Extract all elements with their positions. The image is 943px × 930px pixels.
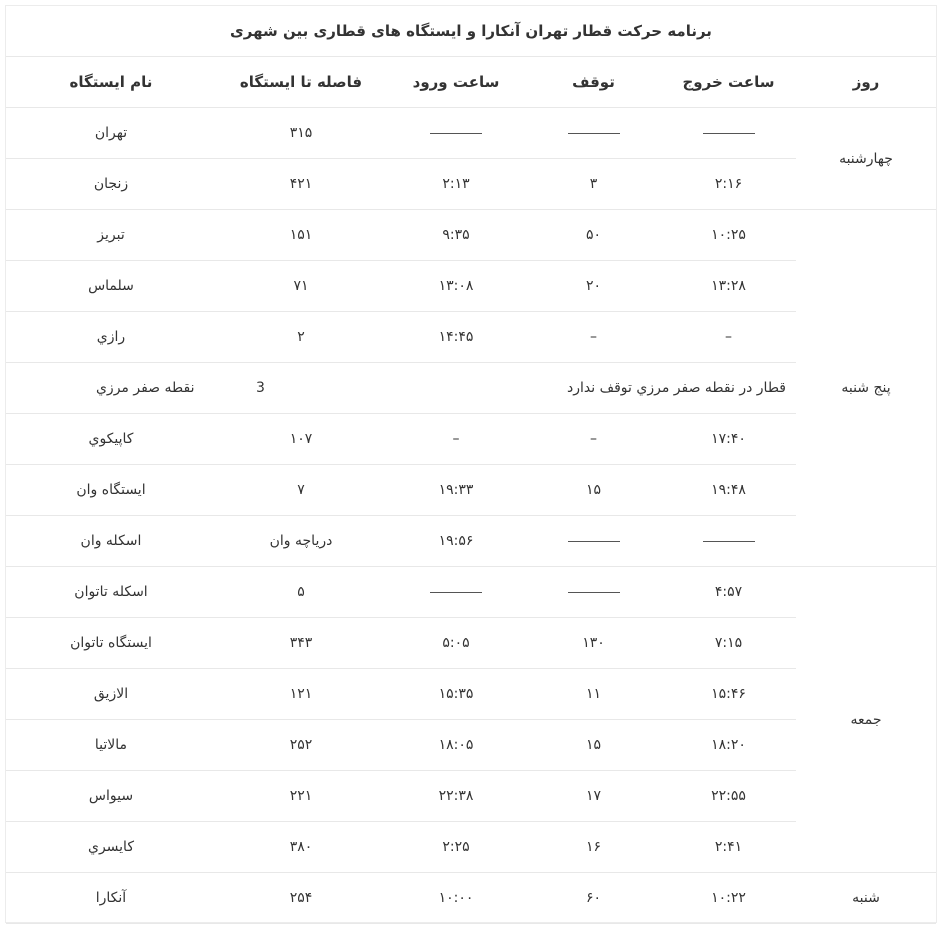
no-stop-note: قطار در نقطه صفر مرزي توقف ندارد [526, 363, 796, 414]
stop-cell: ۱۷ [526, 771, 661, 822]
station-cell: نقطه صفر مرزي [6, 363, 216, 414]
departure-cell: ۴:۵۷ [661, 567, 796, 618]
distance-cell: ۳۱۵ [216, 108, 386, 159]
station-cell: مالاتیا [6, 720, 216, 771]
table-row [6, 108, 936, 159]
departure-cell: ۷:۱۵ [661, 618, 796, 669]
header-station: نام ایستگاه [6, 57, 216, 108]
stop-cell: – [526, 312, 661, 363]
table-title: برنامه حرکت قطار تهران آنکارا و ایستگاه های قطاری بین شهری [6, 6, 936, 57]
station-cell: ایستگاه تاتوان [6, 618, 216, 669]
distance-cell: ۳۸۰ [216, 822, 386, 873]
station-cell: سلماس [6, 261, 216, 312]
station-cell: رازي [6, 312, 216, 363]
station-cell: سیواس [6, 771, 216, 822]
stop-cell: ۱۱ [526, 669, 661, 720]
arrival-cell: ۹:۳۵ [386, 210, 526, 261]
stop-cell: ۱۳۰ [526, 618, 661, 669]
departure-cell [661, 108, 796, 159]
station-cell: زنجان [6, 159, 216, 210]
empty-dash [703, 133, 755, 134]
day-cell-thursday: پنج شنبه [796, 210, 936, 567]
station-cell: تهران [6, 108, 216, 159]
arrival-cell [386, 567, 526, 618]
header-row [6, 57, 936, 108]
departure-cell: ۲۲:۵۵ [661, 771, 796, 822]
stop-cell: ۱۵ [526, 720, 661, 771]
stop-cell: – [526, 414, 661, 465]
day-cell-wednesday: چهارشنبه [796, 108, 936, 210]
stop-cell: ۱۶ [526, 822, 661, 873]
stop-cell: ۶۰ [526, 873, 661, 924]
departure-cell: ۱۵:۴۶ [661, 669, 796, 720]
header-day: روز [796, 57, 936, 108]
arrival-cell: ۱۸:۰۵ [386, 720, 526, 771]
arrival-cell [386, 108, 526, 159]
day-cell-friday: جمعه [796, 567, 936, 873]
arrival-cell: ۵:۰۵ [386, 618, 526, 669]
table-row [6, 210, 936, 261]
empty-dash [568, 541, 620, 542]
day-cell-saturday: شنبه [796, 873, 936, 924]
distance-cell: ۱۲۱ [216, 669, 386, 720]
distance-cell: ۷ [216, 465, 386, 516]
arrival-cell: ۲۲:۳۸ [386, 771, 526, 822]
distance-cell: ۲۵۴ [216, 873, 386, 924]
train-schedule-table [6, 6, 936, 924]
distance-cell: ۳۴۳ [216, 618, 386, 669]
stop-cell [526, 516, 661, 567]
station-cell: تبریز [6, 210, 216, 261]
header-stop: توقف [526, 57, 661, 108]
schedule-table-container [5, 5, 937, 923]
distance-cell: ۲۵۲ [216, 720, 386, 771]
header-arrival: ساعت ورود [386, 57, 526, 108]
distance-cell: دریاچه وان [216, 516, 386, 567]
departure-cell [661, 516, 796, 567]
distance-cell: 3 [216, 363, 526, 414]
stop-cell: ۵۰ [526, 210, 661, 261]
arrival-cell: ۱۳:۰۸ [386, 261, 526, 312]
departure-cell: ۱۳:۲۸ [661, 261, 796, 312]
station-cell: آنکارا [6, 873, 216, 924]
distance-cell: ۷۱ [216, 261, 386, 312]
departure-cell: ۱۰:۲۲ [661, 873, 796, 924]
arrival-cell: ۱۵:۳۵ [386, 669, 526, 720]
station-cell: کاپیکوي [6, 414, 216, 465]
departure-cell: ۱۸:۲۰ [661, 720, 796, 771]
departure-cell: ۲:۴۱ [661, 822, 796, 873]
stop-cell [526, 108, 661, 159]
station-cell: الازیق [6, 669, 216, 720]
departure-cell: ۱۷:۴۰ [661, 414, 796, 465]
empty-dash [703, 541, 755, 542]
station-cell: اسکله وان [6, 516, 216, 567]
arrival-cell: ۱۰:۰۰ [386, 873, 526, 924]
departure-cell: ۱۰:۲۵ [661, 210, 796, 261]
stop-cell [526, 567, 661, 618]
distance-cell: ۲ [216, 312, 386, 363]
station-cell: ایستگاه وان [6, 465, 216, 516]
stop-cell: ۱۵ [526, 465, 661, 516]
distance-cell: ۱۰۷ [216, 414, 386, 465]
departure-cell: ۲:۱۶ [661, 159, 796, 210]
arrival-cell: ۲:۱۳ [386, 159, 526, 210]
arrival-cell: ۱۹:۵۶ [386, 516, 526, 567]
distance-cell: ۲۲۱ [216, 771, 386, 822]
header-distance: فاصله تا ایستگاه [216, 57, 386, 108]
arrival-cell: ۱۹:۳۳ [386, 465, 526, 516]
empty-dash [430, 592, 482, 593]
departure-cell: – [661, 312, 796, 363]
empty-dash [568, 592, 620, 593]
distance-cell: ۴۲۱ [216, 159, 386, 210]
stop-cell: ۳ [526, 159, 661, 210]
departure-cell: ۱۹:۴۸ [661, 465, 796, 516]
distance-cell: ۱۵۱ [216, 210, 386, 261]
station-cell: کایسري [6, 822, 216, 873]
header-departure: ساعت خروج [661, 57, 796, 108]
empty-dash [430, 133, 482, 134]
empty-dash [568, 133, 620, 134]
arrival-cell: ۱۴:۴۵ [386, 312, 526, 363]
station-cell: اسکله تاتوان [6, 567, 216, 618]
table-row [6, 873, 936, 924]
arrival-cell: – [386, 414, 526, 465]
distance-cell: ۵ [216, 567, 386, 618]
arrival-cell: ۲:۲۵ [386, 822, 526, 873]
table-row [6, 567, 936, 618]
stop-cell: ۲۰ [526, 261, 661, 312]
